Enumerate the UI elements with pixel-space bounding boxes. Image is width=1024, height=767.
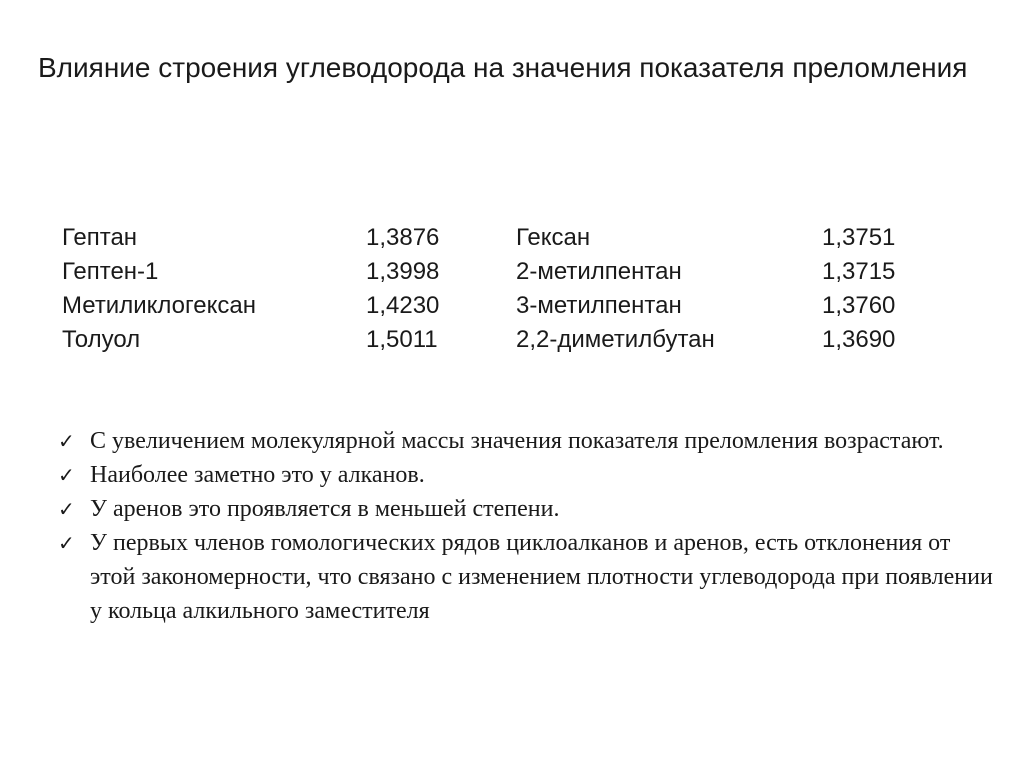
- refractive-index-value: 1,3751: [822, 224, 896, 251]
- list-item: [58, 492, 998, 526]
- compound-name: 3-метилпентан: [516, 292, 682, 319]
- compound-name: 2,2-диметилбутан: [516, 326, 715, 353]
- list-item: [58, 458, 998, 492]
- bullet-text: У аренов это проявляется в меньшей степени.: [90, 496, 560, 522]
- slide-title: Влияние строения углеводорода на значения показателя преломления: [38, 52, 968, 83]
- refractive-index-value: 1,3715: [822, 258, 896, 285]
- left-refractive-indices: [366, 221, 439, 357]
- right-compound-names: [516, 221, 715, 357]
- compound-name: Толуол: [62, 326, 141, 353]
- compound-name: Гептан: [62, 224, 138, 251]
- right-refractive-indices: [822, 221, 895, 357]
- compound-name: Метиликлогексан: [62, 292, 256, 319]
- conclusions-list: [58, 424, 998, 628]
- refractive-index-value: 1,4230: [366, 292, 440, 319]
- bullet-text: Наиболее заметно это у алканов.: [90, 462, 425, 488]
- refractive-index-value: 1,5011: [366, 326, 438, 353]
- checkmark-icon: ✓: [58, 497, 75, 521]
- compound-name: Гексан: [516, 224, 591, 251]
- list-item: [58, 424, 998, 458]
- list-item: [58, 526, 998, 628]
- compound-name: Гептен-1: [62, 258, 159, 285]
- checkmark-icon: ✓: [58, 463, 75, 487]
- compound-name: 2-метилпентан: [516, 258, 682, 285]
- left-compound-names: [62, 221, 256, 357]
- checkmark-icon: ✓: [58, 429, 75, 453]
- refractive-index-value: 1,3998: [366, 258, 440, 285]
- bullet-text: У первых членов гомологических рядов циклоалканов и аренов, есть отклонения от этой закономерности, что связано с изменением плотности углеводорода при появлении у кольца алкильного заместителя: [90, 530, 993, 624]
- refractive-index-value: 1,3876: [366, 224, 440, 251]
- checkmark-icon: ✓: [58, 531, 75, 555]
- refractive-index-value: 1,3760: [822, 292, 896, 319]
- bullet-text: С увеличением молекулярной массы значения показателя преломления возрастают.: [90, 428, 944, 454]
- refractive-index-value: 1,3690: [822, 326, 896, 353]
